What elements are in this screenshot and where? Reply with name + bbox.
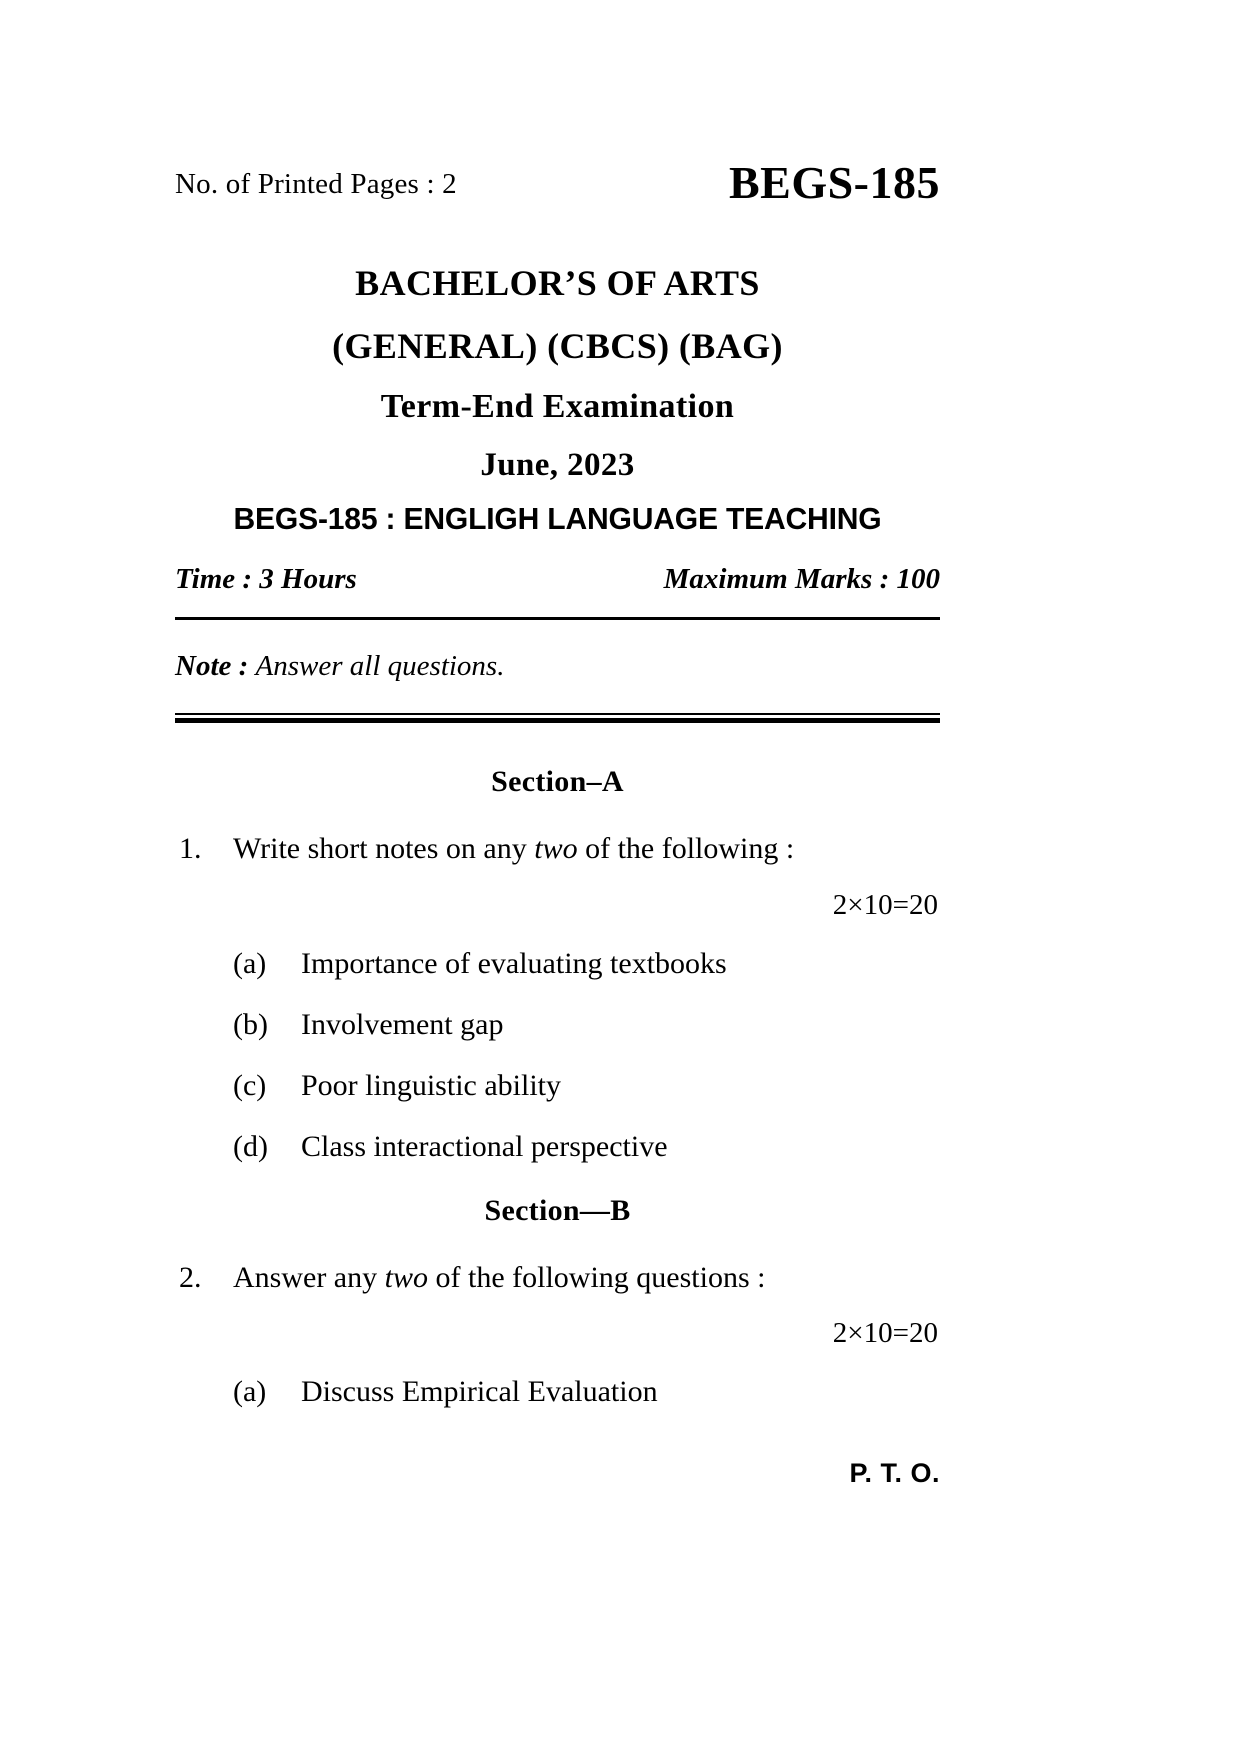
sub-item-text: Poor linguistic ability bbox=[301, 1068, 561, 1102]
question-2 bbox=[175, 1258, 940, 1298]
degree-name-line: BACHELOR’S OF ARTS bbox=[355, 263, 760, 303]
question-1-text-part1: Write short notes on any bbox=[233, 832, 535, 865]
page-turn-over-label: P. T. O. bbox=[849, 1458, 940, 1488]
question-1-sub-items bbox=[175, 944, 940, 1166]
sub-item-text: Class interactional perspective bbox=[301, 1129, 668, 1163]
list-item bbox=[175, 1066, 940, 1105]
note-label: Note bbox=[175, 650, 232, 682]
list-item bbox=[175, 1127, 940, 1166]
examination-session-line: June, 2023 bbox=[480, 447, 635, 483]
sub-item-text: Involvement gap bbox=[301, 1007, 504, 1041]
question-2-number: 2. bbox=[179, 1260, 202, 1294]
note-separator: : bbox=[231, 650, 256, 682]
course-code: BEGS-185 bbox=[728, 157, 940, 208]
question-2-text-emphasis: two bbox=[384, 1260, 428, 1294]
page-header bbox=[175, 157, 940, 232]
list-item bbox=[175, 1005, 940, 1044]
question-1-marks: 2×10=20 bbox=[832, 888, 938, 921]
printed-pages-label: No. of Printed Pages : 2 bbox=[175, 168, 457, 200]
rule-thick-line bbox=[175, 718, 940, 723]
maximum-marks: Maximum Marks : 100 bbox=[663, 563, 940, 595]
examination-type-line: Term-End Examination bbox=[380, 388, 735, 425]
sub-item-text: Importance of evaluating textbooks bbox=[301, 946, 727, 980]
question-1 bbox=[175, 829, 940, 869]
question-2-text bbox=[233, 1258, 940, 1298]
programme-code-line: (GENERAL) (CBCS) (BAG) bbox=[332, 326, 783, 366]
sub-item-text: Discuss Empirical Evaluation bbox=[301, 1375, 658, 1409]
question-1-text-part2: of the following : bbox=[577, 832, 795, 865]
exam-duration: Time : 3 Hours bbox=[175, 563, 357, 595]
question-2-sub-items bbox=[175, 1372, 940, 1411]
note-row bbox=[175, 650, 940, 683]
sub-item-label: (d) bbox=[233, 1129, 268, 1163]
list-item bbox=[175, 1372, 940, 1411]
sub-item-label: (a) bbox=[233, 946, 267, 980]
subject-title: BEGS-185 : ENGLIGH LANGUAGE TEACHING bbox=[233, 501, 882, 536]
horizontal-rule-top bbox=[175, 617, 940, 620]
horizontal-rule-double bbox=[175, 713, 940, 723]
note-text: Answer all questions. bbox=[255, 650, 505, 682]
sub-item-label: (b) bbox=[233, 1007, 268, 1041]
list-item bbox=[175, 944, 940, 983]
question-1-number: 1. bbox=[179, 832, 202, 865]
exam-title-block bbox=[175, 262, 940, 484]
question-2-text-part2: of the following questions : bbox=[428, 1260, 766, 1294]
page-content bbox=[175, 0, 940, 1488]
sub-item-label: (c) bbox=[233, 1068, 267, 1102]
sub-item-label: (a) bbox=[233, 1375, 267, 1409]
question-2-marks: 2×10=20 bbox=[832, 1317, 938, 1350]
question-1-text bbox=[233, 829, 940, 869]
section-b-heading: Section—B bbox=[484, 1193, 631, 1227]
question-2-text-part1: Answer any bbox=[233, 1260, 385, 1294]
question-1-text-emphasis: two bbox=[534, 832, 578, 865]
section-a-heading: Section–A bbox=[491, 765, 624, 798]
exam-info-row bbox=[175, 563, 940, 605]
